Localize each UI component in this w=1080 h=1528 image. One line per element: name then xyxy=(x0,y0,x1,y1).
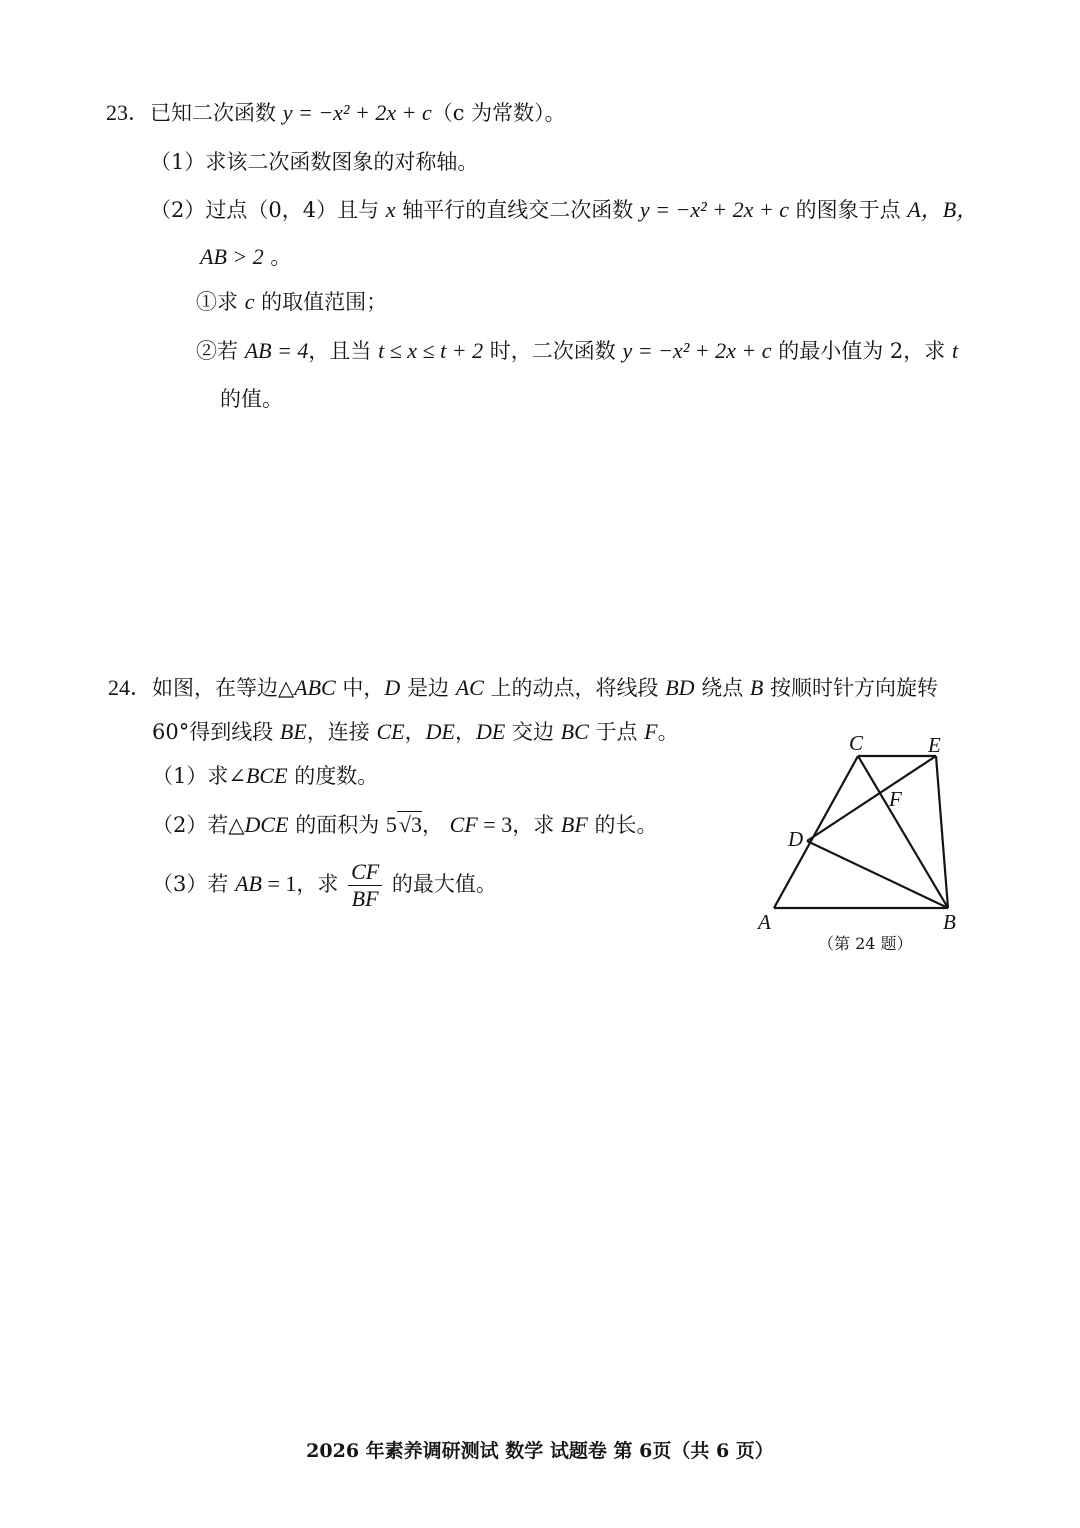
label-c: C xyxy=(849,731,864,755)
label-b: B xyxy=(943,910,956,934)
label-d: D xyxy=(788,827,804,851)
q23-part2-sub2: ②若 AB = 4，且当 t ≤ x ≤ t + 2 时，二次函数 y = −x² + 2x + c 的最小值为 2，求 t xyxy=(196,338,959,363)
q24-number: 24 xyxy=(108,675,130,700)
page-footer: 2026 年素养调研测试 数学 试题卷 第 6页（共 6 页） xyxy=(306,1440,774,1462)
q24-part3: （3）若 AB = 1，求 $\frac{CF}{BF}$ 的最大值。 xyxy=(152,859,497,911)
cf-bf-fraction: $\frac{CF}{BF}$ xyxy=(348,859,382,912)
segment-ac xyxy=(774,756,858,908)
segment-be xyxy=(936,756,948,908)
segment-de xyxy=(807,756,936,841)
q24-part2: （2）若△DCE 的面积为 5√3， CF = 3，求 BF 的长。 xyxy=(152,812,658,837)
q24-stem-line1: 24．如图，在等边△ABC 中，D 是边 AC 上的动点，将线段 BD 绕点 B 按顺时针方向旋转 xyxy=(108,675,939,700)
q23-part1: （1）求该二次函数图象的对称轴。 xyxy=(150,150,479,174)
q24-part1: （1）求∠BCE 的度数。 xyxy=(152,763,379,788)
segment-db xyxy=(807,841,948,908)
figure-caption: （第 24 题） xyxy=(818,934,913,953)
q23-points: A，B， xyxy=(907,197,979,222)
label-f: F xyxy=(889,787,902,811)
q23-function: y = −x² + 2x + c xyxy=(282,100,432,125)
q24-stem-line2: 60°得到线段 BE，连接 CE，DE，DE 交边 BC 于点 F。 xyxy=(152,719,679,744)
q23-stem-suffix: （c 为常数）。 xyxy=(431,101,566,125)
q23-stem: 23．已知二次函数 y = −x² + 2x + c（c 为常数）。 xyxy=(106,100,566,125)
q23-part2-line1: （2）过点（0，4）且与 x 轴平行的直线交二次函数 y = −x² + 2x + c 的图象于点 A，B， xyxy=(150,197,979,222)
q23-part2-sub2-end: 的值。 xyxy=(220,387,283,411)
q23-part2-sub1: ①求 c 的取值范围； xyxy=(196,289,388,314)
label-a: A xyxy=(758,910,771,934)
label-e: E xyxy=(928,733,941,757)
q23-number: 23 xyxy=(106,100,128,125)
q23-stem-prefix: 已知二次函数 xyxy=(150,101,277,125)
q24-figure xyxy=(752,728,982,958)
q23-part2-cond: AB > 2 。 xyxy=(200,244,292,269)
